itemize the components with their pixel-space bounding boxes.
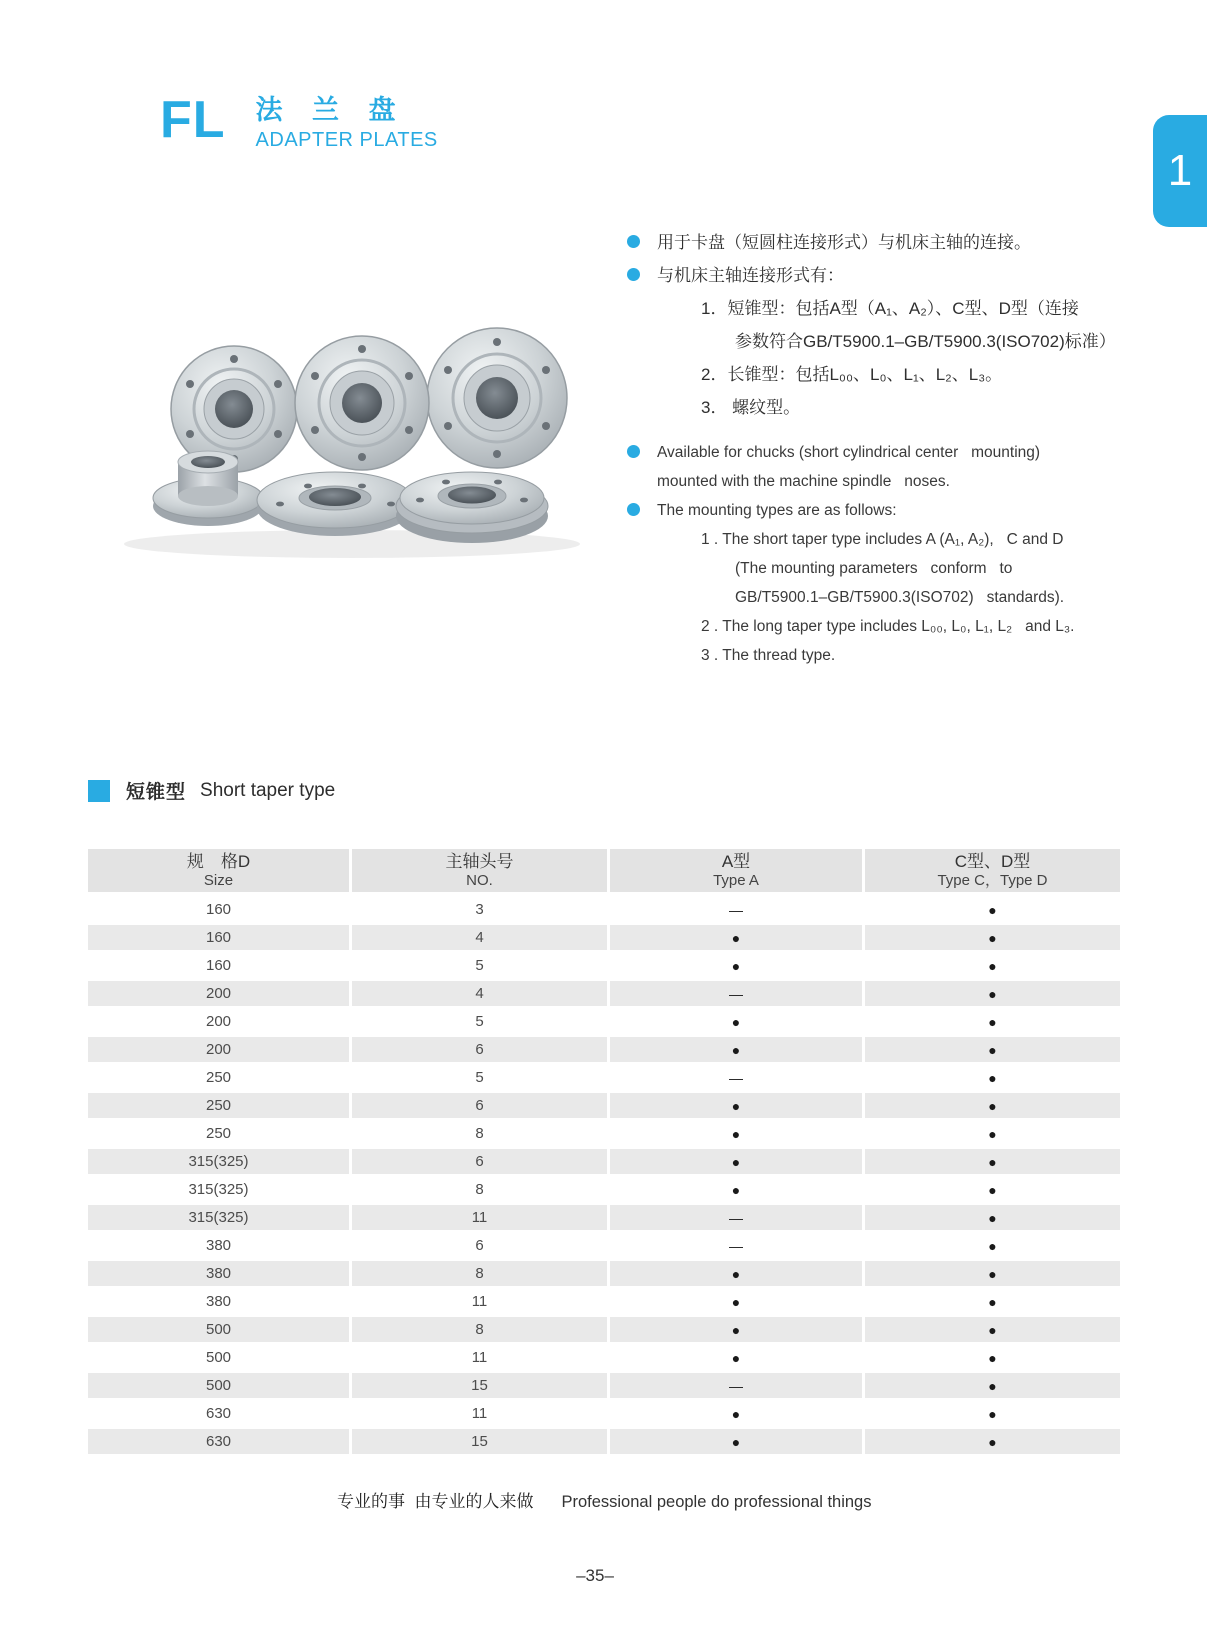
cell-spindle-no: 3 <box>349 895 607 923</box>
cell-type-a: ● <box>607 1035 862 1063</box>
cell-spindle-no: 5 <box>349 1007 607 1035</box>
column-header-en: NO. <box>466 871 493 889</box>
table-row <box>88 1231 1120 1259</box>
column-header-en: Type A <box>713 871 759 889</box>
column-header <box>88 849 349 895</box>
cell-type-c-d: ● <box>862 1399 1120 1427</box>
cell-size: 160 <box>88 923 349 951</box>
intro-line-en <box>671 612 1127 641</box>
intro-text: (The mounting parameters conform to <box>735 560 1013 577</box>
table-row <box>88 1343 1120 1371</box>
intro-text: 2．长锥型：包括L₀₀、L₀、L₁、L₂、L₃。 <box>701 365 1003 384</box>
intro-line-zh <box>671 391 1127 424</box>
cell-type-c-d: ● <box>862 1287 1120 1315</box>
intro-text: 用于卡盘（短圆柱连接形式）与机床主轴的连接。 <box>657 233 1031 252</box>
intro-line-en <box>627 438 1127 467</box>
intro-line-en <box>671 525 1127 554</box>
brand-logo: FL <box>160 91 226 149</box>
cell-type-c-d: ● <box>862 1259 1120 1287</box>
table-row <box>88 1399 1120 1427</box>
cell-type-a: ● <box>607 1315 862 1343</box>
cell-type-a: — <box>607 1063 862 1091</box>
cell-spindle-no: 6 <box>349 1231 607 1259</box>
column-header-en: Type C，Type D <box>937 871 1048 889</box>
cell-spindle-no: 4 <box>349 923 607 951</box>
footer-slogan-zh: 专业的事 由专业的人来做 <box>337 1492 534 1511</box>
column-header <box>862 849 1120 895</box>
column-header <box>349 849 607 895</box>
table-row <box>88 951 1120 979</box>
cell-spindle-no: 5 <box>349 1063 607 1091</box>
cell-type-c-d: ● <box>862 1371 1120 1399</box>
table-row <box>88 1035 1120 1063</box>
cell-size: 200 <box>88 979 349 1007</box>
footer-slogan-en: Professional people do professional things <box>561 1493 872 1511</box>
cell-type-c-d: ● <box>862 1063 1120 1091</box>
cell-type-a: ● <box>607 1175 862 1203</box>
cell-type-a: ● <box>607 1427 862 1455</box>
column-header <box>607 849 862 895</box>
cell-type-a: ● <box>607 1091 862 1119</box>
intro-list-zh <box>627 226 1127 424</box>
intro-line-zh <box>671 292 1127 325</box>
cell-spindle-no: 5 <box>349 951 607 979</box>
brand-titles <box>256 96 438 152</box>
page-title-zh: 法 兰 盘 <box>255 95 407 125</box>
cell-size: 200 <box>88 1007 349 1035</box>
cell-type-a: ● <box>607 1399 862 1427</box>
table-row <box>88 1259 1120 1287</box>
cell-type-a: — <box>607 1231 862 1259</box>
column-header-zh: C型、D型 <box>954 851 1031 871</box>
cell-type-c-d: ● <box>862 1007 1120 1035</box>
cell-type-c-d: ● <box>862 1119 1120 1147</box>
cell-type-c-d: ● <box>862 1231 1120 1259</box>
cell-size: 250 <box>88 1063 349 1091</box>
bullet-icon <box>627 503 640 516</box>
table-row <box>88 1091 1120 1119</box>
table-row <box>88 1371 1120 1399</box>
adapter-plates-illustration <box>110 292 595 564</box>
footer-slogan <box>337 1487 872 1512</box>
section-marker-icon <box>88 780 110 802</box>
cell-type-c-d: ● <box>862 923 1120 951</box>
column-header-zh: 规 格D <box>186 851 251 871</box>
cell-type-a: — <box>607 979 862 1007</box>
cell-size: 250 <box>88 1119 349 1147</box>
page-number: –35– <box>576 1566 614 1585</box>
cell-size: 630 <box>88 1427 349 1455</box>
intro-text: The mounting types are as follows: <box>657 502 897 519</box>
cell-type-c-d: ● <box>862 1343 1120 1371</box>
bullet-icon <box>627 445 640 458</box>
intro-line-zh <box>627 259 1127 292</box>
table-row <box>88 979 1120 1007</box>
intro-list-en <box>627 438 1127 670</box>
brand-header <box>160 91 438 152</box>
column-header-zh: A型 <box>721 851 751 871</box>
column-header-zh: 主轴头号 <box>445 851 514 871</box>
table-row <box>88 1175 1120 1203</box>
chapter-tab: 1 <box>1153 115 1207 227</box>
cell-type-a: — <box>607 1203 862 1231</box>
intro-text: 2 . The long taper type includes L₀₀, L₀, L₁, L₂ and L₃. <box>701 618 1075 635</box>
intro-text: 1 . The short taper type includes A (A₁, A₂), C and D <box>701 531 1064 548</box>
cell-spindle-no: 11 <box>349 1343 607 1371</box>
cell-spindle-no: 8 <box>349 1119 607 1147</box>
intro-line-zh <box>705 325 1127 358</box>
cell-type-a: ● <box>607 923 862 951</box>
cell-type-c-d: ● <box>862 1091 1120 1119</box>
section-title-en: Short taper type <box>200 779 336 801</box>
product-photo <box>110 292 595 564</box>
table-row <box>88 1315 1120 1343</box>
intro-line-en <box>671 641 1127 670</box>
cell-spindle-no: 6 <box>349 1091 607 1119</box>
cell-type-a: ● <box>607 1259 862 1287</box>
table-header <box>88 849 1120 895</box>
intro-text: GB/T5900.1–GB/T5900.3(ISO702) standards). <box>735 589 1065 606</box>
table-row <box>88 1007 1120 1035</box>
intro-text: Available for chucks (short cylindrical center mounting) <box>657 444 1041 461</box>
intro-line-en <box>705 583 1127 612</box>
cell-size: 500 <box>88 1371 349 1399</box>
cell-spindle-no: 4 <box>349 979 607 1007</box>
cell-type-a: ● <box>607 1007 862 1035</box>
cell-spindle-no: 6 <box>349 1035 607 1063</box>
short-taper-table <box>88 849 1120 1455</box>
intro-text: 参数符合GB/T5900.1–GB/T5900.3(ISO702)标准） <box>735 332 1116 351</box>
bullet-icon <box>627 235 640 248</box>
intro-text: mounted with the machine spindle noses. <box>657 473 950 490</box>
cell-spindle-no: 15 <box>349 1371 607 1399</box>
cell-type-c-d: ● <box>862 979 1120 1007</box>
table-row <box>88 1119 1120 1147</box>
cell-spindle-no: 6 <box>349 1147 607 1175</box>
cell-type-a: ● <box>607 1147 862 1175</box>
cell-size: 315(325) <box>88 1147 349 1175</box>
cell-size: 630 <box>88 1399 349 1427</box>
cell-type-a: ● <box>607 951 862 979</box>
cell-spindle-no: 11 <box>349 1203 607 1231</box>
intro-line-zh <box>627 226 1127 259</box>
cell-size: 380 <box>88 1259 349 1287</box>
table-body <box>88 895 1120 1455</box>
cell-spindle-no: 8 <box>349 1175 607 1203</box>
cell-size: 200 <box>88 1035 349 1063</box>
section-title-zh: 短锥型 <box>126 782 187 803</box>
table-row <box>88 1203 1120 1231</box>
cell-type-a: ● <box>607 1287 862 1315</box>
cell-size: 160 <box>88 895 349 923</box>
intro-line-zh <box>671 358 1127 391</box>
section-title <box>88 777 335 804</box>
cell-size: 380 <box>88 1231 349 1259</box>
cell-type-c-d: ● <box>862 1203 1120 1231</box>
table-row <box>88 895 1120 923</box>
cell-type-c-d: ● <box>862 1147 1120 1175</box>
cell-size: 315(325) <box>88 1203 349 1231</box>
page-title-en: ADAPTER PLATES <box>255 129 438 151</box>
cell-type-a: ● <box>607 1119 862 1147</box>
cell-spindle-no: 15 <box>349 1427 607 1455</box>
intro-text: 1．短锥型：包括A型（A₁、A₂）、C型、D型（连接 <box>701 299 1079 318</box>
cell-type-c-d: ● <box>862 1427 1120 1455</box>
cell-type-a: — <box>607 895 862 923</box>
intro-bullets <box>627 226 1127 670</box>
intro-line-en <box>627 496 1127 525</box>
cell-size: 250 <box>88 1091 349 1119</box>
cell-size: 380 <box>88 1287 349 1315</box>
table-row <box>88 1287 1120 1315</box>
column-header-en: Size <box>203 871 234 889</box>
table-row <box>88 1063 1120 1091</box>
intro-text: 3 . The thread type. <box>701 647 836 664</box>
cell-type-c-d: ● <box>862 1035 1120 1063</box>
cell-size: 160 <box>88 951 349 979</box>
cell-size: 500 <box>88 1343 349 1371</box>
intro-line-en <box>627 467 1127 496</box>
cell-spindle-no: 8 <box>349 1315 607 1343</box>
table-row <box>88 1427 1120 1455</box>
intro-text: 与机床主轴连接形式有： <box>657 266 844 285</box>
cell-size: 315(325) <box>88 1175 349 1203</box>
cell-type-a: ● <box>607 1343 862 1371</box>
cell-type-c-d: ● <box>862 951 1120 979</box>
cell-type-c-d: ● <box>862 1175 1120 1203</box>
table-row <box>88 1147 1120 1175</box>
intro-line-en <box>705 554 1127 583</box>
table-row <box>88 923 1120 951</box>
intro-text: 3． 螺纹型。 <box>701 398 801 417</box>
bullet-icon <box>627 268 640 281</box>
cell-spindle-no: 11 <box>349 1287 607 1315</box>
cell-type-c-d: ● <box>862 1315 1120 1343</box>
cell-type-c-d: ● <box>862 895 1120 923</box>
cell-spindle-no: 8 <box>349 1259 607 1287</box>
cell-type-a: — <box>607 1371 862 1399</box>
cell-size: 500 <box>88 1315 349 1343</box>
cell-spindle-no: 11 <box>349 1399 607 1427</box>
